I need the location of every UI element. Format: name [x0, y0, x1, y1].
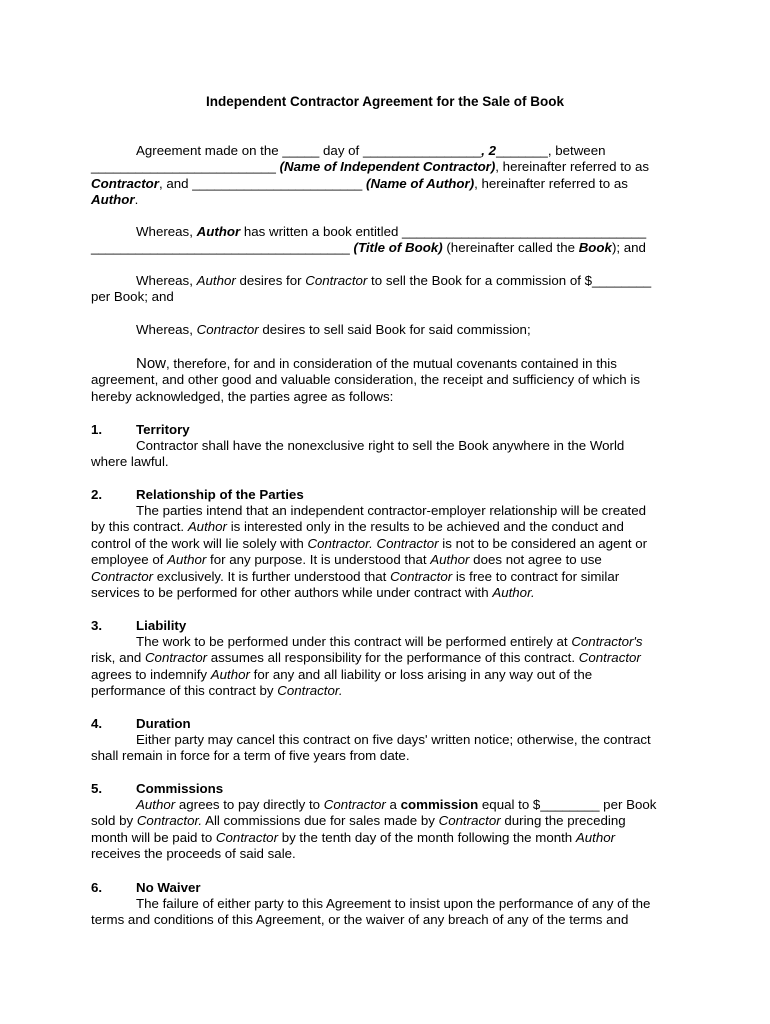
section-heading-duration: 4. Duration: [91, 716, 191, 731]
intro-paragraph-book-title: Whereas, Author has written a book entitled _________________________________ ___________________________________ (Title of Book) (hereinafter called the Book); and: [91, 224, 647, 256]
section-heading-commissions: 5. Commissions: [91, 781, 224, 796]
section-heading-territory: 1. Territory: [91, 422, 190, 437]
document-title: Independent Contractor Agreement for the Sale of Book: [205, 94, 565, 109]
intro-paragraph-now-therefore: Now, therefore, for and in consideration of the mutual covenants contained in this agreement, and other good and valuable consideration, the receipt and sufficiency of which is hereby acknowledged, the parties agree as follows:: [91, 355, 640, 404]
section-body-duration: Either party may cancel this contract on five days' written notice; otherwise, the contract shall remain in force for a term of five years from date.: [91, 732, 651, 764]
section-heading-no-waiver: 6. No Waiver: [91, 880, 201, 895]
section-body-relationship: The parties intend that an independent contractor-employer relationship will be created by this contract. Author is interested only in the results to be achieved and the conduct and control of the work will lie solely with Contractor. Contractor is not to be considered an agent or employee of Author for any purpose. It is understood that Author does not agree to use Contractor exclusively. It is further understood that Contractor is free to contract for similar services to be performed for other authors while under contract with Author.: [91, 503, 648, 601]
section-body-territory: Contractor shall have the nonexclusive right to sell the Book anywhere in the World where lawful.: [91, 438, 625, 470]
section-heading-relationship: 2. Relationship of the Parties: [91, 487, 304, 502]
section-body-liability: The work to be performed under this contract will be performed entirely at Contractor's risk, and Contractor assumes all responsibility for the performance of this contract. Contractor agrees to indemnify Author for any and all liability or loss arising in any way out of the performance of this contract by Contractor.: [91, 634, 643, 699]
section-heading-liability: 3. Liability: [91, 618, 187, 633]
intro-paragraph-commission: Whereas, Author desires for Contractor to sell the Book for a commission of $________ per Book; and: [91, 273, 652, 305]
section-body-commissions: Author agrees to pay directly to Contractor a commission equal to $________ per Book sold by Contractor. All commissions due for sales made by Contractor during the preceding month will be paid to Contractor by the tenth day of the month following the month Author receives the proceeds of said sale.: [91, 797, 657, 862]
intro-paragraph-agreement: Agreement made on the _____ day of ________________, 2_______, between _________________________ (Name of Independent Contractor), hereinafter referred to as Contractor, and _______________________ (Name of Author), hereinafter referred to as Author.: [91, 143, 650, 208]
section-body-no-waiver: The failure of either party to this Agreement to insist upon the performance of any of the terms and conditions of this Agreement, or the waiver of any breach of any of the terms and: [91, 896, 651, 928]
intro-paragraph-contractor-desire: Whereas, Contractor desires to sell said Book for said commission;: [136, 322, 531, 337]
